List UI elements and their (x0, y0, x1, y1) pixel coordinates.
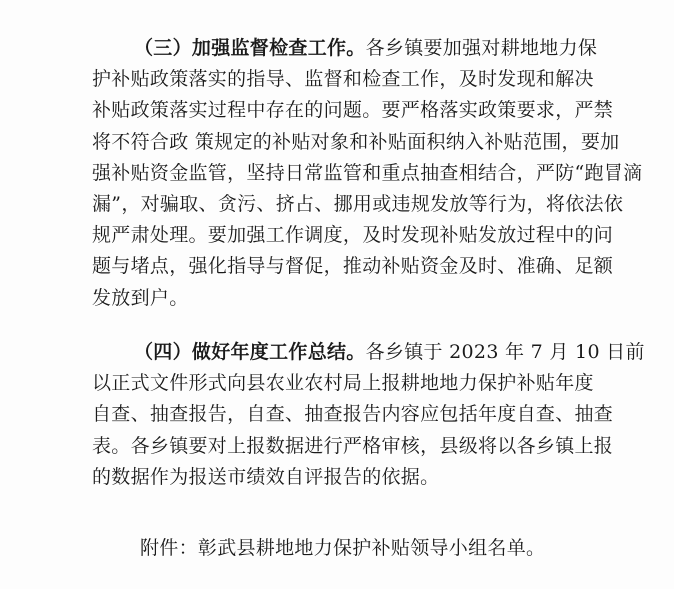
attachment-text: 彰武县耕地地力保护补贴领导小组名单。 (197, 537, 546, 559)
paragraph-line: 以正式文件形式向县农业农村局上报耕地地力保护补贴年度 (92, 372, 594, 395)
paragraph-line: 漏”，对骗取、贪污、挤占、挪用或违规发放等行为，将依法依 (92, 192, 624, 215)
paragraph-text: 各乡镇要加强对耕地地力保 (365, 37, 598, 59)
paragraph-line: 表。各乡镇要对上报数据进行严格审核，县级将以各乡镇上报 (92, 434, 614, 457)
paragraph-line: 补贴政策落实过程中存在的问题。要严格落实政策要求，严禁 (92, 99, 614, 122)
paragraph-line (92, 337, 645, 368)
paragraph-text: 各乡镇于 2023 年 7 月 10 日前 (365, 341, 645, 363)
attachment-line (140, 533, 545, 564)
paragraph-line: 题与堵点，强化指导与督促，推动补贴资金及时、准确、足额 (92, 255, 614, 278)
section-3-paragraph (92, 33, 643, 314)
paragraph-line: 自查、抽查报告，自查、抽查报告内容应包括年度自查、抽查 (92, 403, 614, 426)
section-4-paragraph (92, 337, 645, 493)
section-3-heading: （三）加强监督检查工作。 (134, 37, 366, 59)
paragraph-line (92, 33, 598, 64)
paragraph-line: 将不符合政 策规定的补贴对象和补贴面积纳入补贴范围，要加 (92, 130, 620, 153)
paragraph-line: 的数据作为报送市绩效自评报告的依据。 (92, 465, 440, 488)
paragraph-line: 护补贴政策落实的指导、监督和检查工作，及时发现和解决 (92, 68, 594, 91)
paragraph-line: 强补贴资金监管，坚持日常监管和重点抽查相结合，严防“跑冒滴 (92, 161, 643, 184)
attachment-label: 附件： (140, 537, 198, 559)
section-4-heading: （四）做好年度工作总结。 (134, 341, 366, 363)
paragraph-line: 发放到户。 (92, 286, 189, 309)
paragraph-line: 规严肃处理。要加强工作调度，及时发现补贴发放过程中的问 (92, 224, 614, 247)
